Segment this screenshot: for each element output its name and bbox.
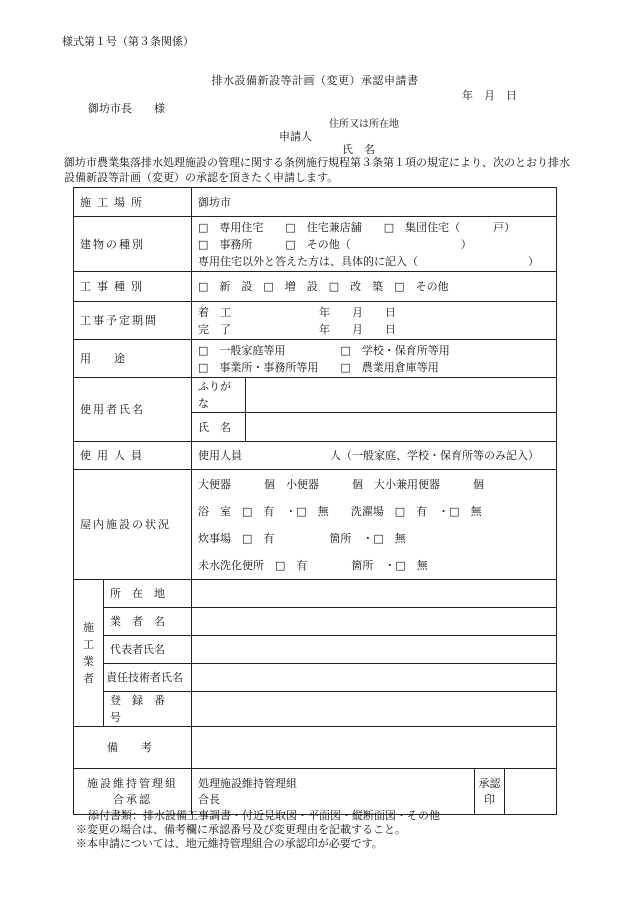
row-contractor-rep xyxy=(74,636,557,664)
facilities-line-1[interactable]: 大便器 個 小便器 個 大小兼用便器 個 xyxy=(198,477,484,491)
building-line-3[interactable]: 専用住宅以外と答えた方は、具体的に記入（ ） xyxy=(198,254,539,268)
addressee: 御坊市長 様 xyxy=(88,102,165,115)
users-label: 使用人員 xyxy=(74,442,192,470)
row-contractor-name xyxy=(74,608,557,636)
contractor-engineer-label: 責任技術者氏名 xyxy=(104,664,192,692)
contractor-reg-label: 登 録 番 号 xyxy=(104,692,192,727)
building-line-2[interactable]: □ 事務所 □ その他（ ） xyxy=(198,237,472,251)
contractor-rep-label: 代表者氏名 xyxy=(104,636,192,664)
contractor-engineer-input[interactable] xyxy=(192,664,557,692)
site-value[interactable]: 御坊市 xyxy=(192,188,557,217)
row-work-type xyxy=(74,272,557,302)
manager-label: 処理施設維持管理組合長 xyxy=(192,769,475,815)
usage-options[interactable] xyxy=(192,340,557,378)
row-approval xyxy=(74,769,557,815)
users-value[interactable]: 使用人員 人（一般家庭、学校・保育所等のみ記入） xyxy=(192,442,557,470)
contractor-group-label: 施工業者 xyxy=(74,580,104,727)
user-name-input[interactable] xyxy=(246,413,557,442)
contractor-name-label: 業 者 名 xyxy=(104,608,192,636)
contractor-name-input[interactable] xyxy=(192,608,557,636)
association-approval-label: 施設維持管理組合承認 xyxy=(74,769,192,815)
row-user-furigana xyxy=(74,378,557,413)
start-date[interactable]: 着 工 年 月 日 xyxy=(198,305,396,319)
row-facilities xyxy=(74,470,557,580)
address-label: 住所又は所在地 xyxy=(329,119,399,130)
building-type-label: 建物の種別 xyxy=(74,217,192,272)
facilities-value[interactable] xyxy=(192,470,557,580)
contractor-address-label: 所 在 地 xyxy=(104,580,192,608)
row-building xyxy=(74,217,557,272)
facilities-label: 屋内施設の状況 xyxy=(74,470,192,580)
application-table xyxy=(73,187,557,815)
user-name-label: 使用者氏名 xyxy=(74,378,192,442)
remarks-label: 備 考 xyxy=(74,727,192,769)
row-users xyxy=(74,442,557,470)
furigana-input[interactable] xyxy=(246,378,557,413)
remarks-input[interactable] xyxy=(192,727,557,769)
row-contractor-engineer xyxy=(74,664,557,692)
date-field[interactable]: 年 月 日 xyxy=(462,89,517,102)
facilities-line-3[interactable]: 炊事場 □ 有 箇所 ・□ 無 xyxy=(198,531,406,545)
usage-line-1[interactable]: □ 一般家庭等用 □ 学校・保育所等用 xyxy=(198,343,450,357)
facilities-line-4[interactable]: 未水洗化便所 □ 有 箇所 ・□ 無 xyxy=(198,558,428,572)
form-title: 排水設備新設等計画（変更）承認申請書 xyxy=(211,74,419,87)
site-label: 施工場所 xyxy=(74,188,192,217)
seal-box[interactable] xyxy=(505,769,557,815)
end-date[interactable]: 完 了 年 月 日 xyxy=(198,322,396,336)
contractor-rep-input[interactable] xyxy=(192,636,557,664)
building-type-options[interactable] xyxy=(192,217,557,272)
approval-note: ※本申請については、地元維持管理組合の承認印が必要です。 xyxy=(76,837,383,850)
row-remarks xyxy=(74,727,557,769)
attachments-note: 添付書類：排水設備工事調書・付近見取図・平面図・縦断面図・その他 xyxy=(88,809,440,822)
request-body: 御坊市農業集落排水処理施設の管理に関する条例施行規程第３条第１項の規定により、次のとおり排水設備新設等計画（変更）の承認を頂きたく申請します。 xyxy=(64,156,570,184)
usage-label: 用 途 xyxy=(74,340,192,378)
building-line-1[interactable]: □ 専用住宅 □ 住宅兼店舗 □ 集団住宅（ 戸） xyxy=(198,220,516,234)
contractor-reg-input[interactable] xyxy=(192,692,557,727)
form-number: 様式第１号（第３条関係） xyxy=(62,35,194,48)
footer-notes xyxy=(76,809,440,851)
row-site xyxy=(74,188,557,217)
work-type-label: 工事種別 xyxy=(74,272,192,302)
seal-label: 承認印 xyxy=(475,769,505,815)
work-type-options[interactable]: □ 新 設 □ 増 設 □ 改 築 □ その他 xyxy=(192,272,557,302)
facilities-line-2[interactable]: 浴 室 □ 有 ・□ 無 洗濯場 □ 有 ・□ 無 xyxy=(198,504,482,518)
contractor-address-input[interactable] xyxy=(192,580,557,608)
name-label: 氏 名 xyxy=(342,143,375,156)
row-schedule xyxy=(74,302,557,340)
row-usage xyxy=(74,340,557,378)
row-contractor-reg xyxy=(74,692,557,727)
furigana-label: ふりがな xyxy=(192,378,246,413)
schedule-label: 工事予定期間 xyxy=(74,302,192,340)
user-name-sub-label: 氏 名 xyxy=(192,413,246,442)
usage-line-2[interactable]: □ 事業所・事務所等用 □ 農業用倉庫等用 xyxy=(198,360,439,374)
applicant-label: 申請人 xyxy=(279,130,312,143)
change-note: ※変更の場合は、備考欄に承認番号及び変更理由を記載すること。 xyxy=(76,823,406,836)
schedule-value[interactable] xyxy=(192,302,557,340)
row-contractor-address xyxy=(74,580,557,608)
